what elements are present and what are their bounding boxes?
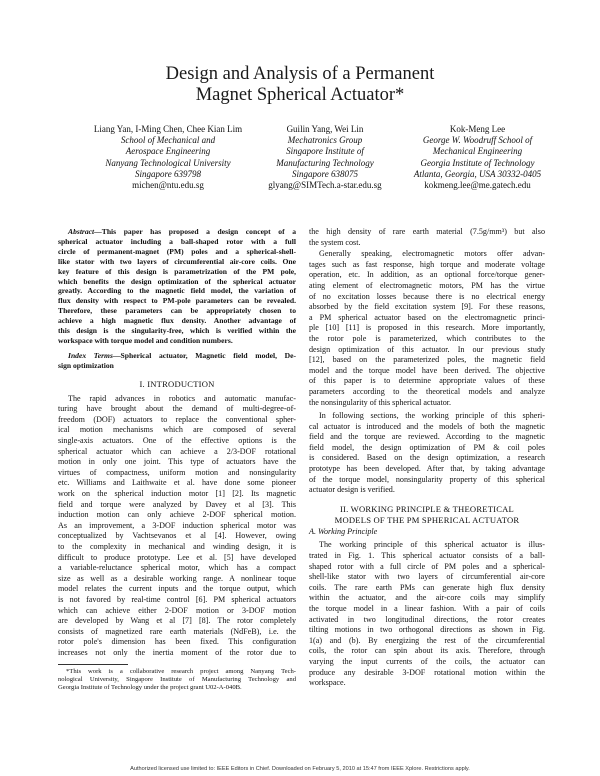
body-line: varying the input currents of the coils, the actuator can [309, 656, 545, 666]
paragraph-4 [309, 540, 545, 688]
body-line: the system cost. [309, 237, 361, 247]
body-line: field and torque were analyzed by Davey et al [3]. This [58, 499, 296, 509]
body-line: rotor pole's dimension has been fixed. This configuration [58, 637, 296, 647]
body-line: produce any desirable 3-DOF rotational motion within the [309, 667, 545, 677]
author-affiliation-line: Nanyang Technological University [105, 157, 231, 168]
author-affiliation-line: Singapore 639798 [135, 168, 201, 179]
body-line: As an improvement, a 3-DOF induction spherical motor was [58, 520, 296, 530]
section-2-heading [309, 504, 545, 526]
author-block-2 [255, 124, 395, 191]
body-line: ple [10] [11] is proposed in this research. More importantly, [309, 323, 545, 333]
footnote [58, 668, 296, 693]
body-line: 1(a) and (b). By energizing the rest of the circumferential [309, 635, 545, 645]
body-line: In following sections, the working principle of this spheri- [319, 411, 545, 421]
body-line: turing have brought about the demand of multi-degree-of- [58, 404, 296, 414]
body-line: motion in only one joint. This type of actuators have the [58, 457, 296, 467]
abstract-line: flux density with respect to PM-pole parameters can be revealed. [58, 296, 296, 306]
body-line: size as well as a desirable working range. A nonlinear toque [58, 573, 296, 583]
body-line: field and the torque are reviewed. According to the magnetic [309, 432, 545, 442]
abstract-line: —This paper has proposed a design concept of a [94, 227, 296, 236]
subsection-heading: A. Working Principle [309, 526, 378, 536]
index-terms-label: Index Terms [68, 350, 113, 360]
paragraph-2 [309, 249, 545, 408]
author-affiliation-line: George W. Woodruff School of [422, 135, 533, 146]
section-2-heading-line: II. WORKING PRINCIPLE & THEORETICAL [339, 503, 514, 514]
body-line: etc. Williams and Laithwaite et al. have done some pioneer [58, 478, 296, 488]
body-line: are developed by Wang et al [7] [8]. The rotor completely [58, 616, 296, 626]
title-line-1: Design and Analysis of a Permanent [165, 64, 435, 84]
body-line: workspace. [309, 678, 346, 688]
body-line: field model, the design optimization of PM & coil poles [309, 442, 545, 452]
paragraph-3 [309, 411, 545, 496]
author-affiliation-line: Aerospace Engineering [125, 146, 211, 157]
body-line: of no excitation losses because there is no electrical energy [309, 291, 545, 301]
author-block-1 [88, 124, 248, 191]
abstract-line: greatly. According to the magnetic field model, the variation of [58, 286, 296, 296]
author-block-3 [400, 124, 555, 191]
body-line: a PM spherical actuator based on the electromagnetic princi- [309, 312, 545, 322]
body-line: trated in Fig. 1. This spherical actuator consists of a ball- [309, 551, 545, 561]
author-email: kokmeng.lee@me.gatech.edu [424, 180, 531, 191]
abstract-line: workspace with torque model and condition numbers. [58, 335, 233, 345]
body-line: spherical actuator which can achieve a 2/3-DOF rotational [58, 446, 296, 456]
body-line: ating element of electromagnetic motors, PM has the virtue [309, 280, 545, 290]
author-affiliation-line: Singapore 638075 [292, 168, 358, 179]
body-line: difficult to produce prototype. Lee et al. [5] have developed [58, 552, 296, 562]
left-column [58, 227, 296, 659]
title-line-2: Magnet Spherical Actuator* [195, 85, 405, 105]
body-line: actuator design is verified. [309, 485, 395, 495]
body-line: The working principle of this spherical actuator is illus- [319, 540, 545, 550]
body-line: activated in two longitudinal directions, the rotor creates [309, 614, 545, 624]
body-line: a variable-reluctance spherical motor, which has a compact [58, 563, 296, 573]
author-affiliation-line: Georgia Institute of Technology [420, 157, 535, 168]
body-line: tilting motions in two orthogonal directions as shown in Fig. [309, 625, 545, 635]
body-line: increases not only the inertia moment of the rotor due to [58, 647, 296, 657]
author-affiliation-line: Mechanical Engineering [432, 146, 523, 157]
abstract-label: Abstract [68, 227, 95, 236]
section-1-heading: I. INTRODUCTION [139, 378, 215, 389]
body-line: the nonsingularity of this spherical actuator. [309, 397, 452, 407]
abstract-line: achieve a high magnetic flux density. Another advantage of [58, 316, 296, 326]
right-column [309, 227, 545, 689]
abstract-line: spherical actuator including a ball-shaped rotor with a full [58, 236, 296, 246]
author-names: Guilin Yang, Wei Lin [286, 124, 364, 134]
body-line: shell-like stator with two layers of circumferential air-core [309, 572, 545, 582]
body-line: within the actuator, and the air-core coils may simplify [309, 593, 545, 603]
body-line: work on the spherical induction motor [1] [2]. Its magnetic [58, 489, 296, 499]
body-line: design optimization of this actuator. In our previous study [309, 344, 545, 354]
body-line: virtues of compactness, uniform motion and nonsingularity [58, 467, 296, 477]
body-line: which can achieve either 2-DOF motion or 3-DOF motion [58, 605, 296, 615]
body-line: [12], based on the parameterized poles, the magnetic field [309, 355, 545, 365]
body-line: the rotor pole is parameterized, which contributes to the [309, 333, 545, 343]
author-affiliation-line: Mechatronics Group [287, 135, 363, 146]
body-line: single-axis actuators. One of the effective options is the [58, 436, 296, 446]
body-line: ical motion mechanisms which are composed of several [58, 425, 296, 435]
footnote-rule [58, 664, 128, 665]
body-line: is not favored by real-time control [6]. PM spherical actuators [58, 594, 296, 604]
body-line: absorbed by the field excitation system [9]. For these reasons, [309, 302, 545, 312]
abstract-line: this design is the singularity-free, which is verified within the [58, 326, 296, 336]
author-affiliation-line: Singapore Institute of [286, 146, 364, 157]
body-line: shaped rotor with a full circle of PM poles and a spherical- [309, 561, 545, 571]
paper-title [0, 64, 600, 106]
body-line: is considered. Based on the design optimization, a research [309, 453, 545, 463]
author-names: Kok-Meng Lee [449, 124, 506, 134]
author-affiliation-line: Manufacturing Technology [276, 157, 374, 168]
author-names: Liang Yan, I-Ming Chen, Chee Kian Lim [93, 124, 243, 134]
body-line: to the complexity in mechanical and winding design, it is [58, 542, 296, 551]
body-line: of the torque model, nonsingularity property of this spherical [309, 474, 545, 484]
index-terms-line: sign optimization [58, 360, 114, 370]
footnote-line: Georgia Institute of Technology under the project grant U02-A-040B. [58, 684, 242, 692]
body-line: conceptualized by Vachtsevanos et al [4]. However, owing [58, 531, 296, 541]
index-terms [58, 351, 296, 371]
abstract [58, 227, 296, 346]
body-line: model relates the current inputs and the torque output, which [58, 584, 296, 594]
abstract-line: key feature of this design is parametrization of the PM pole, [58, 266, 296, 276]
body-line: coils. The rare earth PMs can generate high flux density [309, 582, 545, 592]
body-line: parameters according to the theoretical models and analyze [309, 386, 545, 396]
body-line: of this paper is to determine appropriate values of these [309, 376, 545, 386]
footnote-line: *This work is a collaborative research project among Nanyang Tech- [66, 668, 296, 675]
body-line: operation, etc. In addition, as an optional force/torque gener- [309, 270, 545, 280]
section-2-heading-line: MODELS OF THE PM SPHERICAL ACTUATOR [334, 514, 520, 525]
body-line: tages such as fast response, high torque and moderate voltage [309, 259, 545, 269]
body-line: prototype has been developed. After that, by taking advantage [309, 464, 545, 474]
body-line: cal actuator is introduced and the models of both the magnetic [309, 421, 545, 431]
body-line: Generally speaking, electromagnetic motors offer advan- [319, 249, 545, 259]
download-footer: Authorized licensed use limited to: IEEE Editors in Chief. Downloaded on February 5, 2010 at 15:47 from IEEE Xplore. Restrictions apply. [130, 766, 470, 772]
abstract-line: circle of permanent-magnet (PM) poles and a spherical-shell- [58, 246, 296, 256]
body-line: The rapid advances in robotics and automatic manufac- [68, 393, 296, 403]
author-email: michen@ntu.edu.sg [132, 180, 204, 191]
abstract-line: like stator with two layers of circumferential air-core coils. One [58, 256, 296, 266]
index-terms-line: —Spherical actuator, Magnetic field model, De- [112, 350, 297, 360]
abstract-line: Therefore, these parameters can be appropriately chosen to [58, 306, 296, 316]
body-line: freedom (DOF) actuators to replace the conventional spher- [58, 414, 296, 424]
body-line: model and the torque model have been derived. The objective [309, 365, 545, 375]
body-line: the torque model in a linear fashion. With a pair of coils [309, 604, 545, 613]
body-line: induction motion can only achieve 2-DOF spherical motion. [58, 510, 296, 520]
body-line: coils, the rotor can spin about its axis. Therefore, through [309, 646, 545, 656]
author-affiliation-line: Atlanta, Georgia, USA 30332-0405 [413, 168, 542, 179]
abstract-line: which benefits the design optimization of the spherical actuator [58, 276, 296, 286]
body-line: consists of magnetized rare earth materials (NdFeB), i.e. the [58, 626, 296, 636]
author-email: glyang@SIMTech.a-star.edu.sg [268, 180, 382, 191]
footnote-line: nological University, Singapore Institute of Manufacturing Technology and [58, 676, 296, 684]
section-1-body [58, 394, 296, 659]
author-affiliation-line: School of Mechanical and [120, 135, 216, 146]
body-line: the high density of rare earth material (7.5g/mm³) but also [309, 227, 545, 236]
